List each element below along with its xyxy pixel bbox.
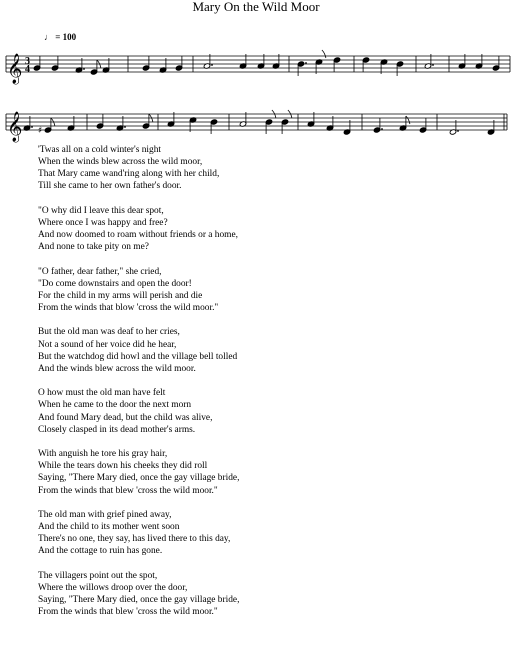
music-staff-1 bbox=[0, 40, 512, 90]
lyric-line: "O why did I leave this dear spot, bbox=[38, 205, 164, 216]
note-dot bbox=[432, 64, 434, 66]
lyric-line: For the child in my arms will perish and die bbox=[38, 290, 203, 301]
note-dot bbox=[305, 62, 307, 64]
lyrics-stanza bbox=[38, 144, 498, 193]
note-dot bbox=[381, 128, 383, 130]
music-staff-2 bbox=[0, 98, 512, 148]
note-flag bbox=[322, 50, 326, 58]
lyric-line: And the cottage to ruin has gone. bbox=[38, 546, 163, 557]
lyric-line: But the watchdog did howl and the village bell tolled bbox=[38, 351, 238, 362]
treble-clef-icon: 𝄞 bbox=[7, 54, 23, 84]
lyric-line: The old man with grief pined away, bbox=[38, 509, 172, 520]
lyric-line: From the winds that blew 'cross the wild moor." bbox=[38, 607, 218, 618]
time-signature-top: 3 bbox=[25, 56, 30, 67]
lyric-line: But the old man was deaf to her cries, bbox=[38, 327, 180, 338]
lyric-line: Saying, "There Mary died, once the gay village bride, bbox=[38, 473, 240, 484]
song-title: Mary On the Wild Moor bbox=[192, 0, 320, 14]
lyrics-stanza bbox=[38, 266, 498, 315]
lyric-line: When he came to the door the next morn bbox=[38, 400, 192, 411]
lyric-line: And the child to its mother went soon bbox=[38, 522, 180, 533]
note-dot bbox=[83, 68, 85, 70]
lyric-line: Closely clasped in its dead mother's arms. bbox=[38, 424, 196, 435]
note-flag bbox=[406, 116, 410, 124]
lyric-line: Saying, "There Mary died, once the gay village bride, bbox=[38, 595, 240, 605]
lyric-line: When the winds blew across the wild moor, bbox=[38, 157, 203, 168]
lyric-line: And the winds blew across the wild moor. bbox=[38, 363, 196, 374]
lyric-line: From the winds that blow 'cross the wild moor." bbox=[38, 303, 219, 314]
note-dot bbox=[211, 64, 213, 66]
lyric-line: 'Twas all on a cold winter's night bbox=[38, 145, 162, 155]
lyrics bbox=[38, 144, 498, 631]
lyric-line: From the winds that blew 'cross the wild moor." bbox=[38, 485, 218, 496]
lyric-line: And now doomed to roam without friends or a home, bbox=[38, 230, 238, 241]
note-dot bbox=[31, 126, 33, 128]
lyrics-stanza bbox=[38, 387, 498, 436]
note-dot bbox=[457, 130, 459, 132]
lyric-line: Not a sound of her voice did he hear, bbox=[38, 339, 177, 350]
lyric-line: With anguish he tore his gray hair, bbox=[38, 449, 168, 460]
lyric-line: Where the willows droop over the door, bbox=[38, 582, 188, 593]
lyric-line: And found Mary dead, but the child was alive, bbox=[38, 412, 213, 423]
lyrics-stanza bbox=[38, 448, 498, 497]
tempo-value: = 100 bbox=[55, 32, 77, 42]
lyrics-stanza bbox=[38, 570, 498, 619]
lyric-line: Where once I was happy and free? bbox=[38, 217, 168, 228]
lyric-line: That Mary came wand'ring along with her child, bbox=[38, 169, 220, 180]
lyric-line: And none to take pity on me? bbox=[38, 242, 149, 253]
lyrics-stanza bbox=[38, 205, 498, 254]
sharp-icon: ♯ bbox=[38, 126, 43, 136]
lyric-line: While the tears down his cheeks they did roll bbox=[38, 461, 208, 472]
time-signature-bottom: 4 bbox=[25, 64, 30, 75]
lyric-line: There's no one, they say, has lived there to this day, bbox=[38, 534, 231, 545]
lyric-line: O how must the old man have felt bbox=[38, 388, 166, 399]
quarter-note-icon: ♩ bbox=[44, 32, 53, 42]
note-dot bbox=[124, 126, 126, 128]
lyric-line: "O father, dear father," she cried, bbox=[38, 266, 162, 277]
lyric-line: Till she came to her own father's door. bbox=[38, 181, 182, 192]
lyrics-stanza bbox=[38, 509, 498, 558]
lyric-line: The villagers point out the spot, bbox=[38, 570, 158, 581]
lyrics-stanza bbox=[38, 326, 498, 375]
lyric-line: "Do come downstairs and open the door! bbox=[38, 278, 192, 289]
treble-clef-icon: 𝄞 bbox=[7, 112, 23, 142]
